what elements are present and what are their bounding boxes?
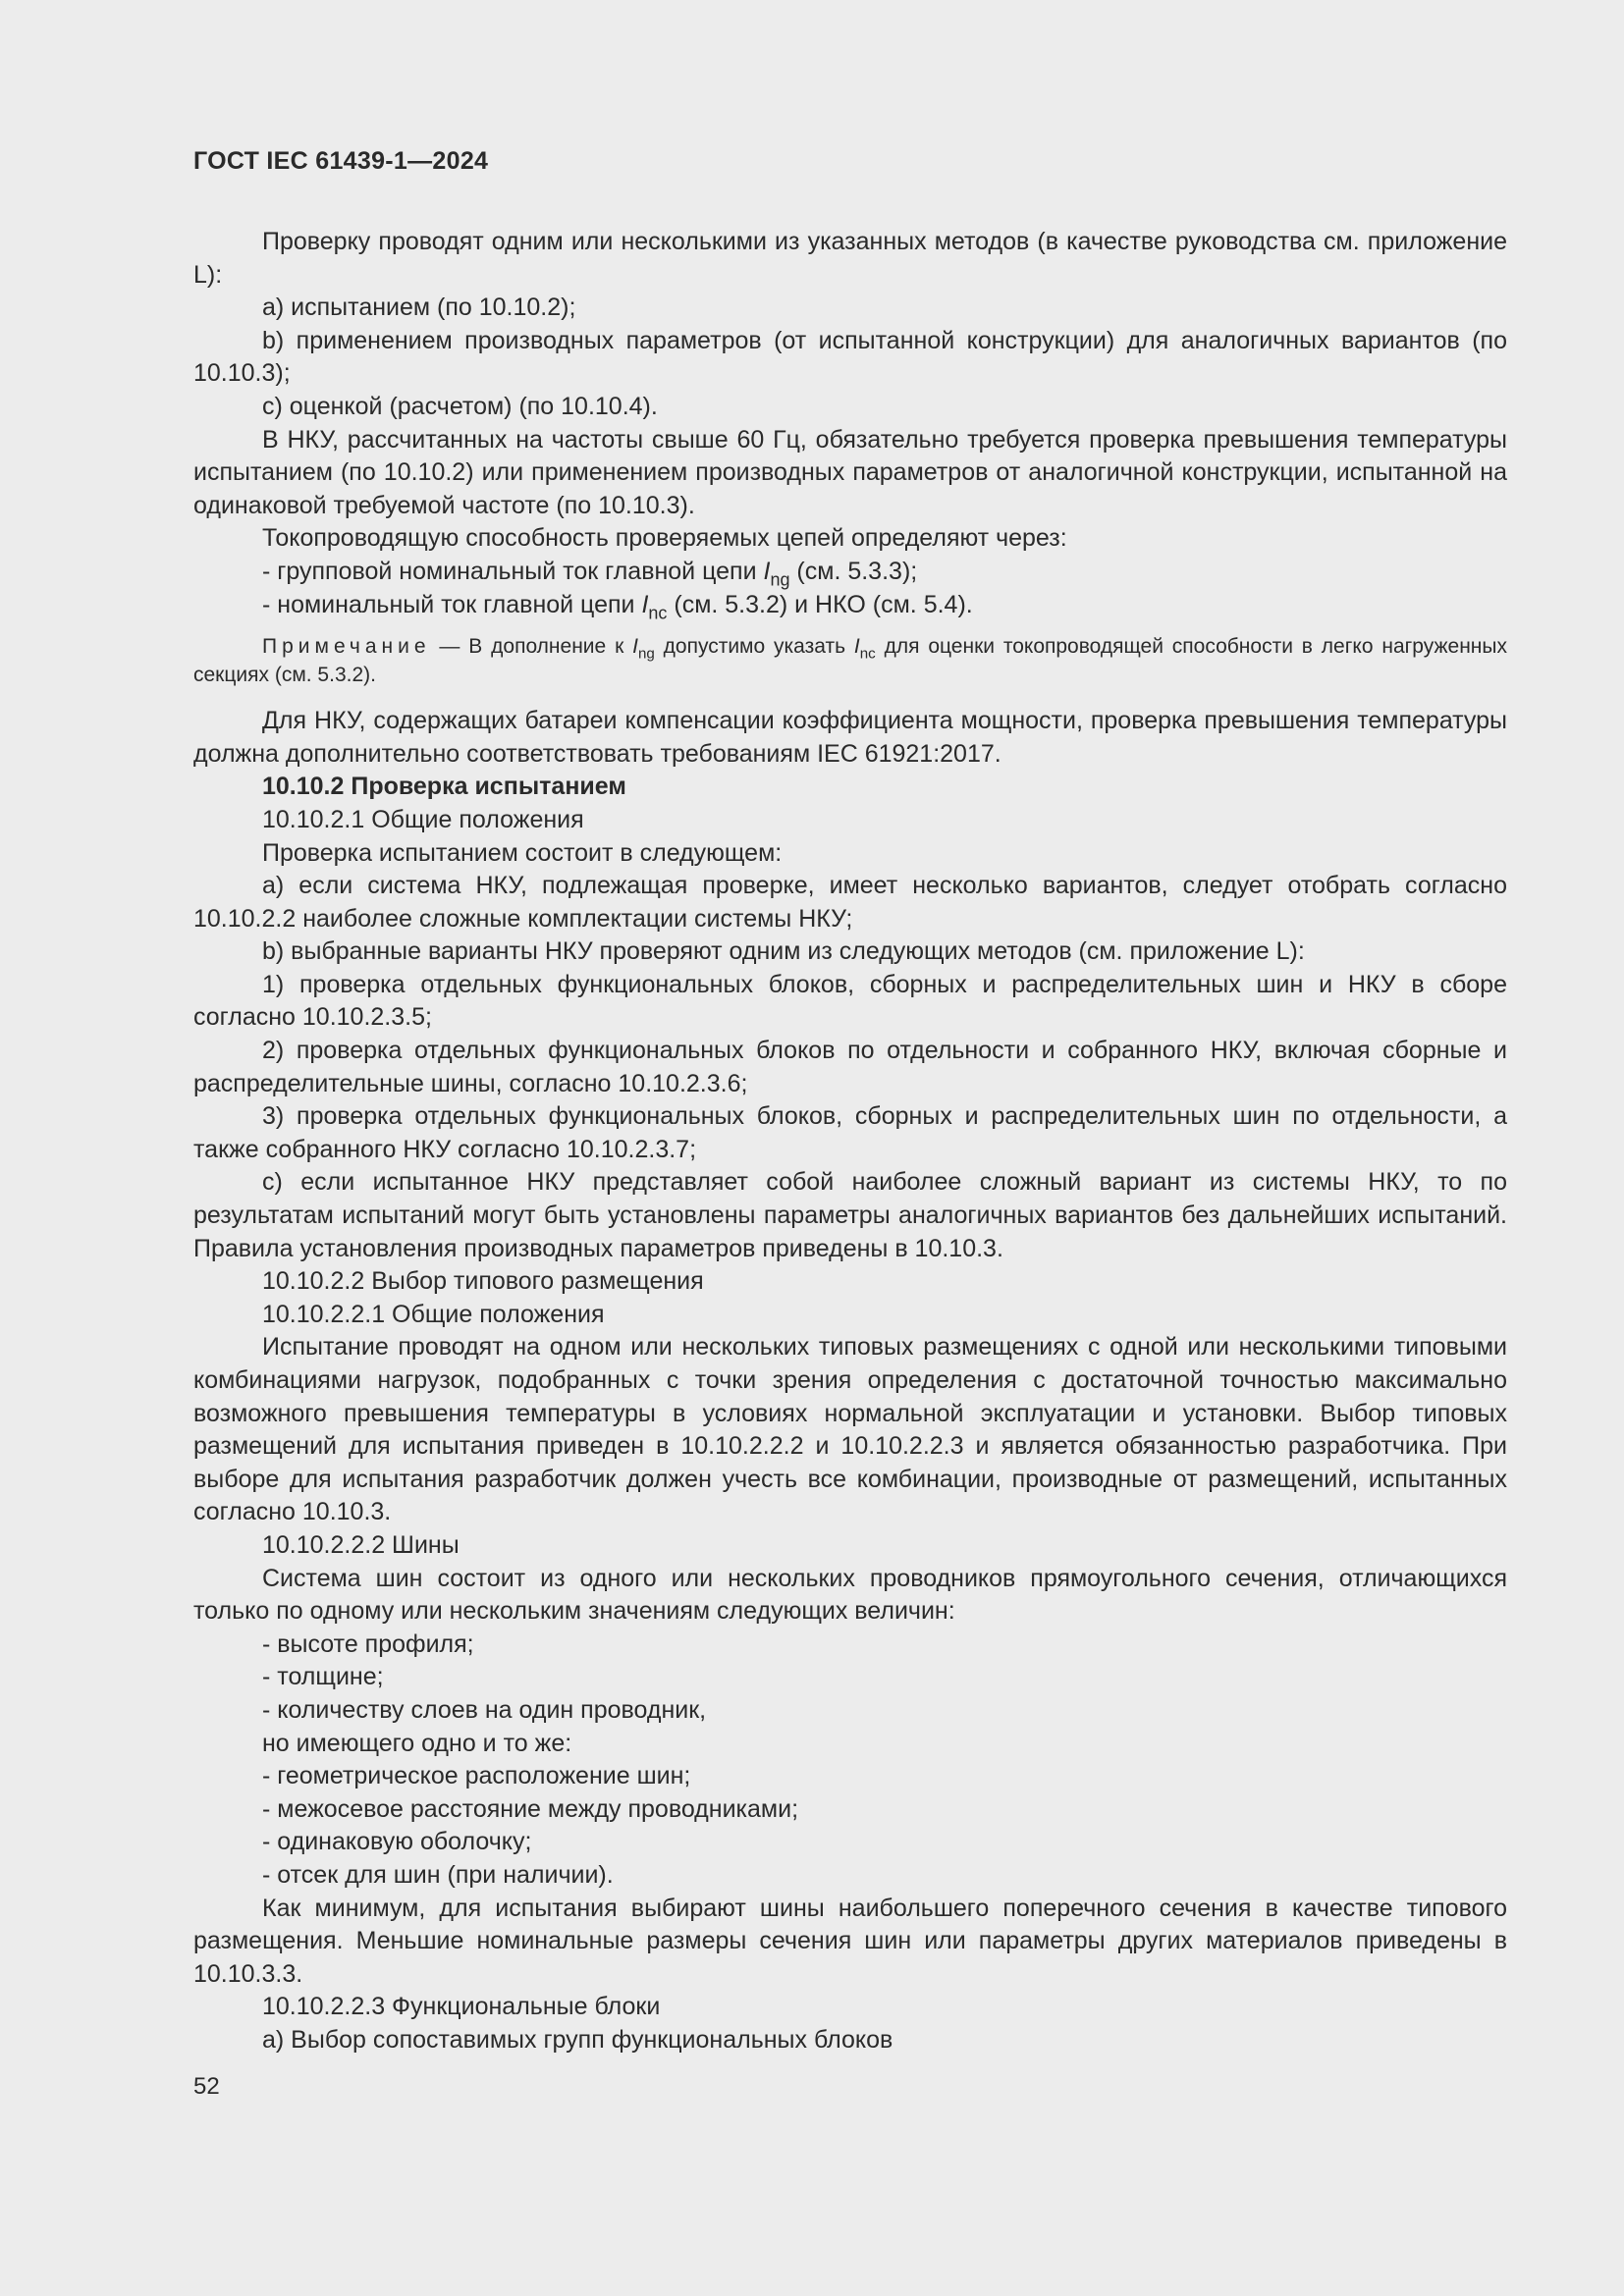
list-item: - одинаковую оболочку; xyxy=(262,1828,532,1856)
list-item: c) если испытанное НКУ представляет собой наиболее сложный вариант из системы НКУ, то по результатам испытаний могут быть установлены параметры аналогичных вариантов без дальнейших испытаний. Правила установления производных параметров приведены в 10.10.3. xyxy=(193,1168,1507,1262)
list-item: a) испытанием (по 10.10.2); xyxy=(262,294,576,322)
list-item: b) выбранные варианты НКУ проверяют одним из следующих методов (см. приложение L): xyxy=(262,937,1305,966)
list-item: - геометрическое расположение шин; xyxy=(262,1762,691,1790)
list-item: a) если система НКУ, подлежащая проверке, имеет несколько вариантов, следует отобрать согласно 10.10.2.2 наиболее сложные комплектации системы НКУ; xyxy=(193,872,1507,933)
document-header: ГОСТ IEC 61439-1—2024 xyxy=(193,147,489,175)
subsection-heading: 10.10.2.2 Выбор типового размещения xyxy=(262,1267,704,1296)
subsection-heading: 10.10.2.2.2 Шины xyxy=(262,1530,460,1559)
paragraph: Испытание проводят на одном или нескольких типовых размещениях с одной или несколькими типовыми комбинациями нагрузок, подобранных с точки зрения определения с достаточной точностью максимально возможного превышения температуры в условиях нормальной эксплуатации и установки. Выбор типовых размещений для испытания приведен в 10.10.2.2.2 и 10.10.2.2.3 и является обязанностью разработчика. При выборе для испытания разработчик должен учесть все комбинации, производные от размещений, испытанных согласно 10.10.3. xyxy=(193,1333,1507,1526)
subsection-heading: 10.10.2.2.3 Функциональные блоки xyxy=(262,1993,661,2021)
paragraph: Система шин состоит из одного или нескольких проводников прямоугольного сечения, отличающихся только по одному или нескольким значениям следующих величин: xyxy=(193,1564,1507,1626)
list-item: 1) проверка отдельных функциональных блоков, сборных и распределительных шин и НКУ в сборе согласно 10.10.2.3.5; xyxy=(193,970,1507,1032)
list-item: - номинальный ток главной цепи $I_{nc}$ (см. 5.3.2) и НКО (см. 5.4). xyxy=(262,590,973,622)
list-item: - высоте профиля; xyxy=(262,1629,474,1658)
subsection-heading: 10.10.2.2.1 Общие положения xyxy=(262,1300,605,1328)
list-item: - количеству слоев на один проводник, xyxy=(262,1695,707,1724)
list-item: 2) проверка отдельных функциональных блоков по отдельности и собранного НКУ, включая сборные и распределительные шины, согласно 10.10.2.3.6; xyxy=(193,1037,1507,1097)
paragraph: Для НКУ, содержащих батареи компенсации коэффициента мощности, проверка превышения температуры должна дополнительно соответствовать требованиям IEC 61921:2017. xyxy=(193,707,1507,768)
list-item: - отсек для шин (при наличии). xyxy=(262,1860,614,1889)
page-number: 52 xyxy=(193,2073,220,2100)
paragraph: но имеющего одно и то же: xyxy=(262,1729,572,1757)
list-item: b) применением производных параметров (от испытанной конструкции) для аналогичных вариантов (по 10.10.3); xyxy=(193,326,1507,388)
section-heading: 10.10.2 Проверка испытанием xyxy=(262,773,626,801)
list-item: - межосевое расстояние между проводниками; xyxy=(262,1794,799,1823)
list-item: - групповой номинальный ток главной цепи $I_{ng}$ (см. 5.3.3); xyxy=(262,557,918,590)
note: Примечание — В дополнение к $I_{ng}$ допустимо указать $I_{nc}$ для оценки токопроводящей способности в легко нагруженных секциях (см. 5.3.2). xyxy=(193,635,1507,686)
paragraph: Токопроводящую способность проверяемых цепей определяют через: xyxy=(262,524,1067,553)
paragraph: Проверку проводят одним или несколькими из указанных методов (в качестве руководства см. приложение L): xyxy=(193,228,1507,289)
list-item: 3) проверка отдельных функциональных блоков, сборных и распределительных шин по отдельности, а также собранного НКУ согласно 10.10.2.3.7; xyxy=(193,1102,1507,1163)
list-item: - толщине; xyxy=(262,1663,384,1691)
document-body xyxy=(193,226,1507,2056)
list-item: a) Выбор сопоставимых групп функциональных блоков xyxy=(262,2025,893,2054)
paragraph: В НКУ, рассчитанных на частоты свыше 60 Гц, обязательно требуется проверка превышения температуры испытанием (по 10.10.2) или применением производных параметров от аналогичной конструкции, испытанной на одинаковой требуемой частоте (по 10.10.3). xyxy=(193,425,1507,519)
note-label: Примечание xyxy=(262,635,431,659)
subsection-heading: 10.10.2.1 Общие положения xyxy=(262,805,584,833)
paragraph: Проверка испытанием состоит в следующем: xyxy=(262,838,783,867)
list-item: c) оценкой (расчетом) (по 10.10.4). xyxy=(262,392,658,420)
paragraph: Как минимум, для испытания выбирают шины наибольшего поперечного сечения в качестве типового размещения. Меньшие номинальные размеры сечения шин или параметры других материалов приведены в 10.10.3.3. xyxy=(193,1894,1507,1988)
